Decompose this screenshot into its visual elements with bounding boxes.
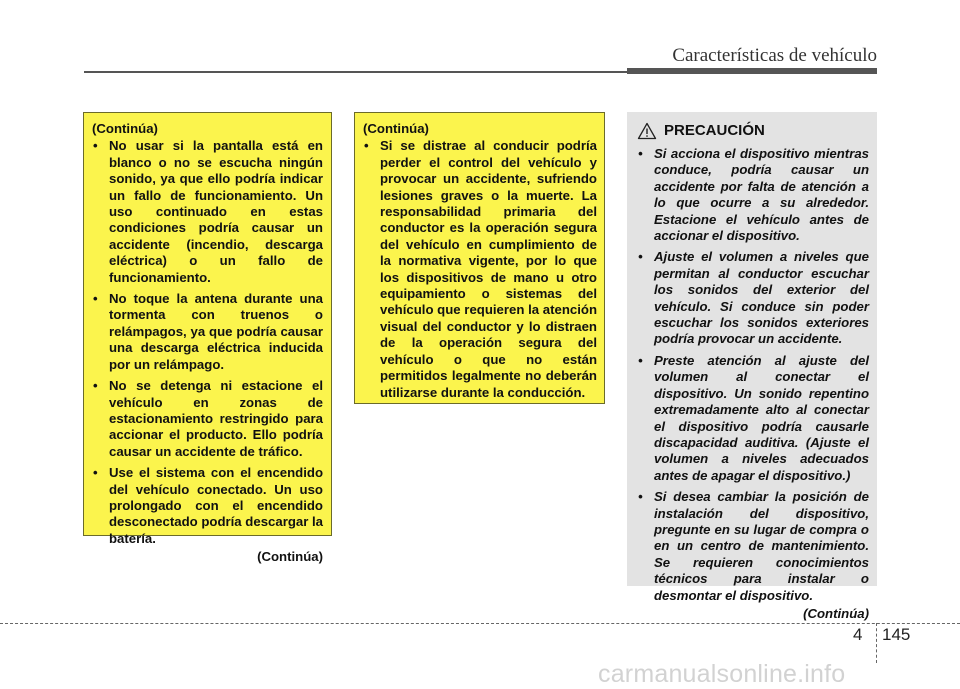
warning-triangle-icon <box>637 122 657 140</box>
warning-box-2 <box>354 112 605 404</box>
list-item: • Si desea cambiar la posición de instalación del dispositivo, pregunte en su lugar de compra o en un centro de mantenimiento. Se requieren conocimientos técnicos para instalar o desmontar el dispositivo. <box>637 489 869 604</box>
page-number: 145 <box>882 625 911 644</box>
list-item: • No toque la antena durante una tormenta con truenos o relámpagos, ya que podría causar una descarga eléctrica inducida por un relámpago. <box>92 291 323 373</box>
warning-list <box>92 138 323 547</box>
footer-rule <box>0 623 960 624</box>
list-item: • No se detenga ni estacione el vehículo en zonas de estacionamiento restringido para accionar el producto. Ello podría causar un accidente de tráfico. <box>92 378 323 460</box>
warning-list <box>363 138 597 401</box>
caution-title: PRECAUCIÓN <box>664 121 765 139</box>
caution-box <box>627 112 877 621</box>
footer-divider <box>876 623 877 663</box>
watermark: carmanualsonline.info <box>598 660 846 688</box>
header-rule <box>84 71 627 73</box>
caution-list <box>637 146 869 604</box>
warning-box-1 <box>83 112 332 565</box>
continued-label: (Continúa) <box>257 549 323 565</box>
continued-label: (Continúa) <box>363 121 429 136</box>
caution-heading <box>637 120 869 142</box>
list-item: • No usar si la pantalla está en blanco o no se escucha ningún sonido, ya que ello podría indicar un fallo de funcionamiento. Un uso continuado en estas condiciones podría causar un accidente (incendio, descarga eléctrica) o un fallo de funcionamiento. <box>92 138 323 286</box>
list-item: • Use el sistema con el encendido del vehículo conectado. Un uso prolongado con el encendido desconectado podría descargar la batería. <box>92 465 323 547</box>
list-item: • Si acciona el dispositivo mientras conduce, podría causar un accidente por falta de atención a lo que ocurre a su alrededor. Estacione el vehículo antes de accionar el dispositivo. <box>637 146 869 244</box>
list-item: • Si se distrae al conducir podría perder el control del vehículo y provocar un accidente, sufriendo lesiones graves o la muerte. La responsabilidad primaria del conductor es la operación segura del vehículo en cumplimiento de la normativa vigente, por lo que los dispositivos de mano u otro equipamiento o sistemas del vehículo que requieren la atención visual del conductor y lo distraen de la operación segura del vehículo o que no están permitidos legalmente no deberán utilizarse durante la conducción. <box>363 138 597 401</box>
continued-label: (Continúa) <box>92 121 158 136</box>
header-rule-accent <box>627 68 877 74</box>
page-header-title: Características de vehículo <box>672 45 877 66</box>
chapter-number: 4 <box>853 625 863 644</box>
list-item: • Ajuste el volumen a niveles que permitan al conductor escuchar los sonidos del exterior del vehículo. Si conduce sin poder escuchar los sonidos exteriores podría provocar un accidente. <box>637 249 869 347</box>
list-item: • Preste atención al ajuste del volumen al conectar el dispositivo. Un sonido repentino extremadamente alto al conectar el dispositivo podría causarle discapacidad auditiva. (Ajuste el volumen a niveles adecuados antes de apagar el dispositivo.) <box>637 353 869 484</box>
continued-label: (Continúa) <box>803 605 869 621</box>
